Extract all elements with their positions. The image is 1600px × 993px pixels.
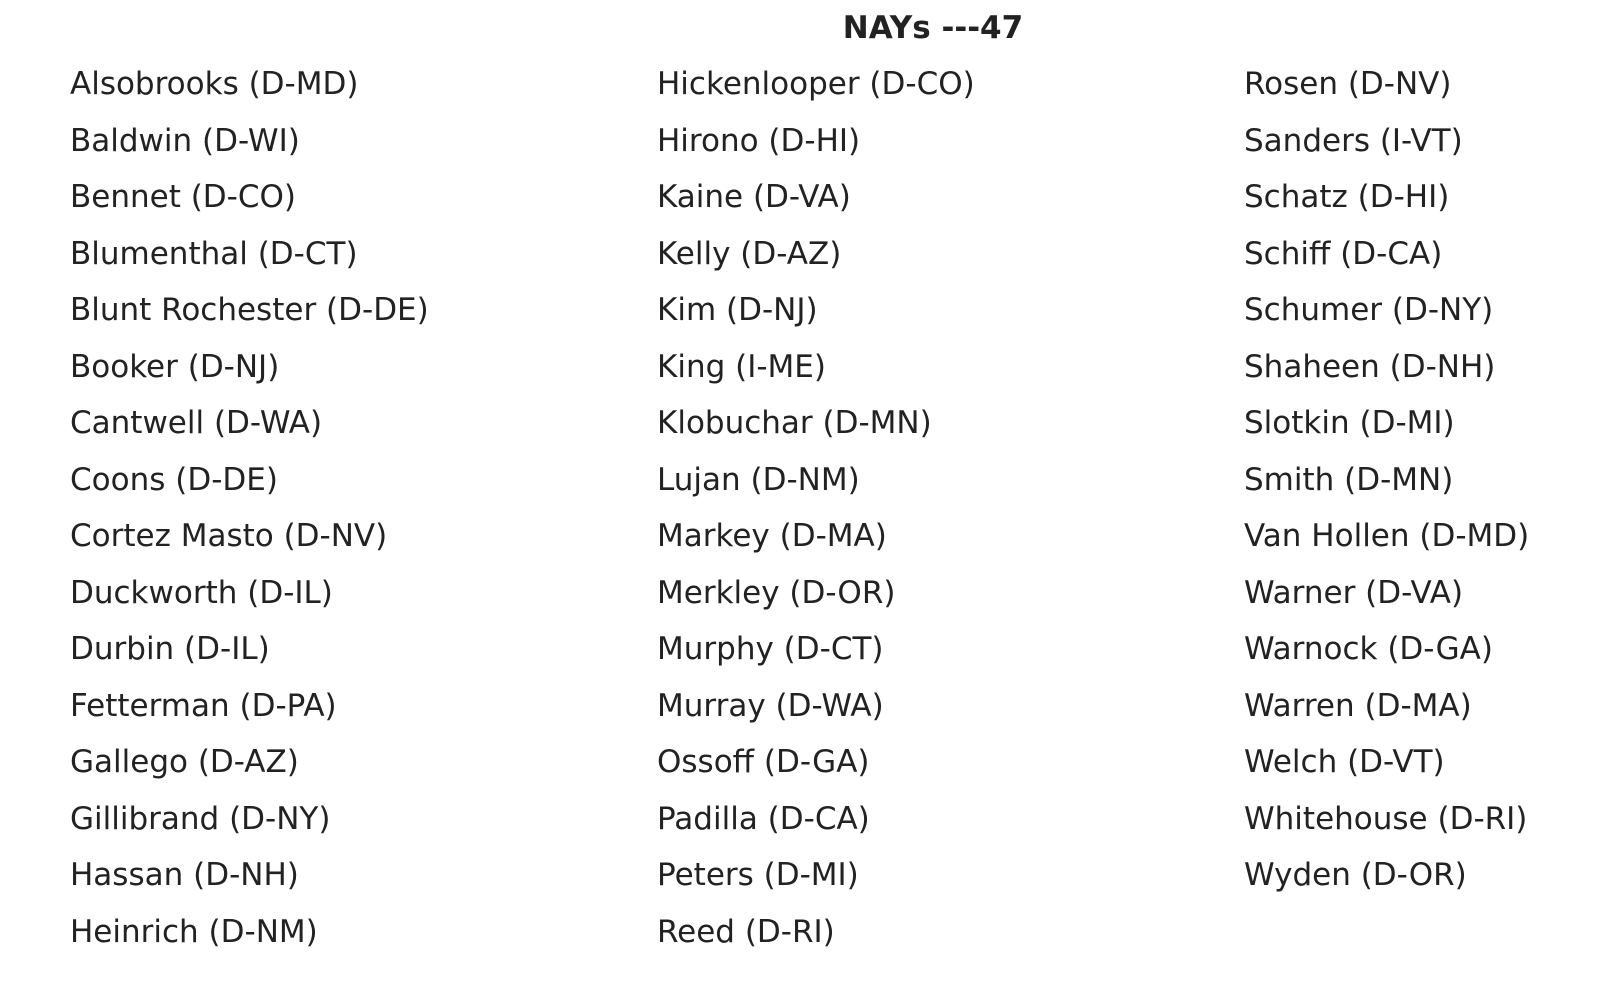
senator-column-3 — [1244, 62, 1529, 910]
senator-name: Baldwin (D-WI) — [70, 122, 300, 159]
senator-name: Warner (D-VA) — [1244, 574, 1464, 611]
senator-name: Blunt Rochester (D-DE) — [70, 292, 429, 328]
senator-name: Van Hollen (D-MD) — [1244, 518, 1530, 554]
senator-name: Kaine (D-VA) — [657, 179, 851, 215]
senator-name: Merkley (D-OR) — [657, 574, 896, 611]
senator-name: Welch (D-VT) — [1244, 744, 1445, 780]
senator-name: Cantwell (D-WA) — [70, 405, 323, 441]
senator-name: Shaheen (D-NH) — [1244, 348, 1496, 385]
senator-name: Heinrich (D-NM) — [70, 913, 318, 950]
senator-name: Slotkin (D-MI) — [1244, 405, 1455, 441]
senator-name: Smith (D-MN) — [1244, 461, 1454, 498]
senator-name: Coons (D-DE) — [70, 461, 278, 498]
senator-name: Murray (D-WA) — [657, 687, 884, 724]
senator-name: Kelly (D-AZ) — [657, 235, 842, 272]
senator-column-2 — [657, 62, 975, 966]
senator-name: Durbin (D-IL) — [70, 631, 270, 667]
senator-name: Gillibrand (D-NY) — [70, 800, 331, 837]
senator-name: Whitehouse (D-RI) — [1244, 800, 1528, 837]
senator-name: Blumenthal (D-CT) — [70, 235, 358, 272]
senator-name: Klobuchar (D-MN) — [657, 405, 932, 441]
senator-name: Reed (D-RI) — [657, 913, 835, 950]
senator-name: Alsobrooks (D-MD) — [70, 66, 359, 102]
senator-name: Rosen (D-NV) — [1244, 66, 1452, 102]
senator-name: Warnock (D-GA) — [1244, 631, 1493, 667]
senator-name: Hirono (D-HI) — [657, 122, 861, 159]
senator-name: Cortez Masto (D-NV) — [70, 518, 388, 554]
senator-name: Hickenlooper (D-CO) — [657, 66, 975, 102]
senator-name: King (I-ME) — [657, 348, 826, 385]
senator-name: Schiff (D-CA) — [1244, 235, 1443, 272]
senator-name: Wyden (D-OR) — [1244, 857, 1467, 893]
senator-name: Duckworth (D-IL) — [70, 574, 333, 611]
senator-name: Hassan (D-NH) — [70, 857, 299, 893]
senator-name: Murphy (D-CT) — [657, 631, 884, 667]
senator-name: Warren (D-MA) — [1244, 687, 1472, 724]
senator-name: Ossoff (D-GA) — [657, 744, 870, 780]
senator-name: Gallego (D-AZ) — [70, 744, 299, 780]
page-title: NAYs ---47 — [842, 10, 1024, 46]
senator-column-1 — [70, 62, 429, 966]
senator-name: Schumer (D-NY) — [1244, 292, 1494, 328]
senator-name: Sanders (I-VT) — [1244, 122, 1463, 159]
senator-name: Padilla (D-CA) — [657, 800, 870, 837]
senator-name: Fetterman (D-PA) — [70, 687, 337, 724]
senator-name: Lujan (D-NM) — [657, 461, 860, 498]
senator-name: Booker (D-NJ) — [70, 348, 280, 385]
senator-name: Kim (D-NJ) — [657, 292, 818, 328]
senator-name: Markey (D-MA) — [657, 518, 887, 554]
senator-name: Peters (D-MI) — [657, 857, 859, 893]
senator-name: Schatz (D-HI) — [1244, 179, 1450, 215]
senator-name: Bennet (D-CO) — [70, 179, 297, 215]
